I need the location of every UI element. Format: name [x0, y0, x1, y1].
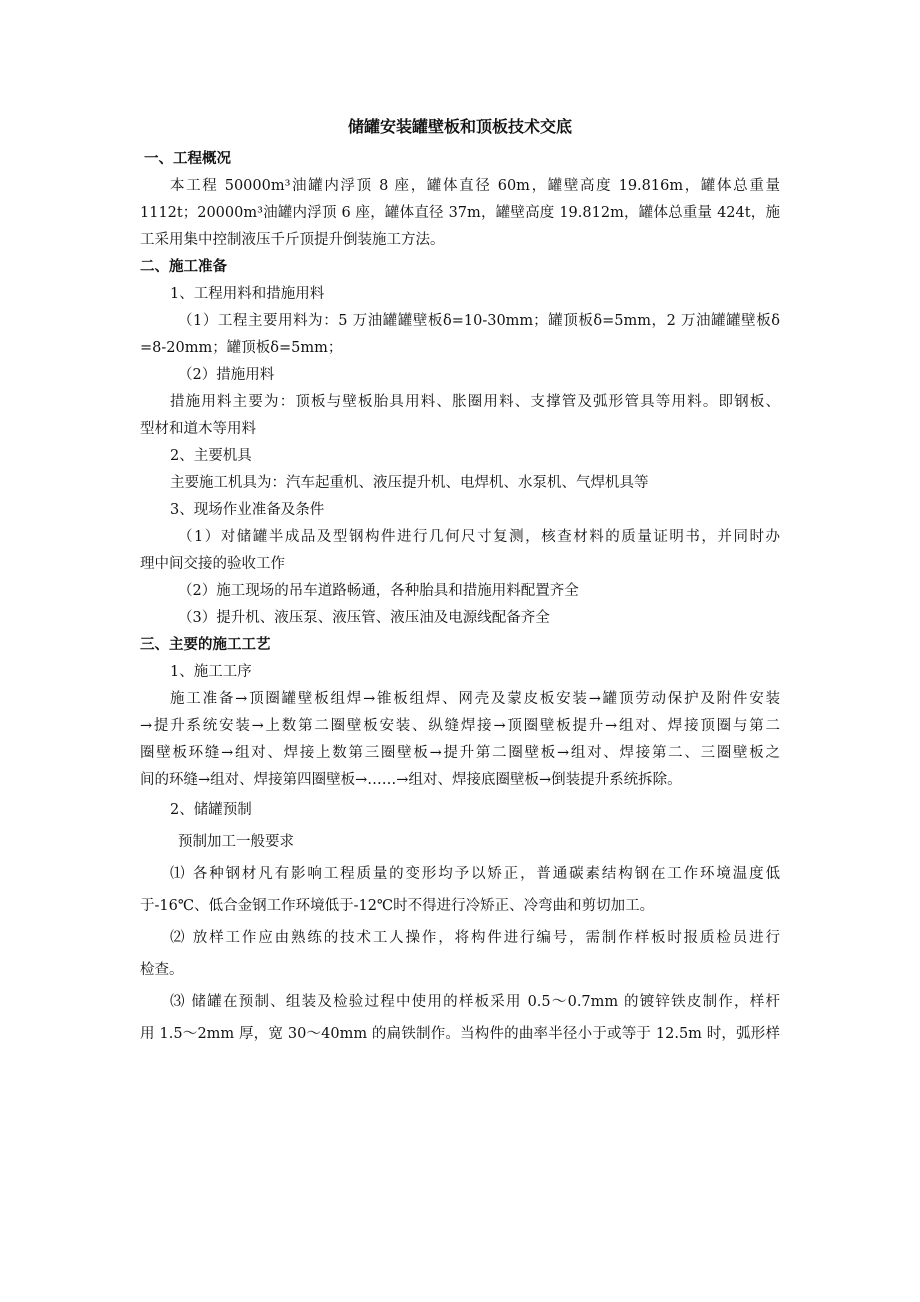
paragraph-line: 检查。	[140, 962, 184, 978]
paragraph-line: ⑴ 各种钢材凡有影响工程质量的变形均予以矫正，普通碳素结构钢在工作环境温度低	[170, 866, 780, 882]
paragraph-line: ⑶ 储罐在预制、组装及检验过程中使用的样板采用 0.5～0.7mm 的镀锌铁皮制作，样杆	[170, 994, 780, 1010]
subsection-item: （2）措施用料	[178, 367, 275, 383]
subsection-heading: 1、工程用料和措施用料	[170, 286, 325, 302]
paragraph-line: 主要施工机具为：汽车起重机、液压提升机、电焊机、水泵机、气焊机具等	[170, 475, 649, 491]
subsection-heading: 2、储罐预制	[170, 802, 252, 818]
paragraph-line: ⑵ 放样工作应由熟练的技术工人操作，将构件进行编号，需制作样板时报质检员进行	[170, 930, 780, 946]
paragraph-line: （1）对储罐半成品及型钢构件进行几何尺寸复测，核查材料的质量证明书，并同时办	[178, 529, 780, 545]
subsection-heading: 3、现场作业准备及条件	[170, 502, 325, 518]
section-heading-1: 一、工程概况	[144, 151, 231, 167]
paragraph-line: 措施用料主要为：顶板与壁板胎具用料、胀圈用料、支撑管及弧形管具等用料。即钢板、	[170, 394, 780, 410]
paragraph-line: 间的环缝→组对、焊接第四圈壁板→……→组对、焊接底圈壁板→倒装提升系统拆除。	[140, 772, 682, 788]
paragraph-line: 理中间交接的验收工作	[140, 556, 285, 572]
subsection-subheading: 预制加工一般要求	[178, 834, 294, 850]
paragraph-line: 本工程 50000m³油罐内浮顶 8 座，罐体直径 60m，罐壁高度 19.816m，罐体总重量	[170, 178, 780, 194]
list-item: （2）施工现场的吊车道路畅通，各种胎具和措施用料配置齐全	[178, 583, 579, 599]
subsection-heading: 2、主要机具	[170, 448, 252, 464]
section-heading-2: 二、施工准备	[140, 259, 227, 275]
document-title: 储罐安装罐壁板和顶板技术交底	[347, 117, 572, 136]
paragraph-line: =8-20mm；罐顶板δ=5mm；	[140, 340, 343, 356]
section-heading-3: 三、主要的施工工艺	[140, 637, 271, 653]
paragraph-line: （1）工程主要用料为：5 万油罐罐壁板δ=10-30mm；罐顶板δ=5mm，2 万油罐罐壁板δ	[178, 313, 780, 329]
paragraph-line: 工采用集中控制液压千斤顶提升倒装施工方法。	[140, 232, 445, 248]
paragraph-line: 型材和道木等用料	[140, 421, 256, 437]
paragraph-line: →提升系统安装→上数第二圈壁板安装、纵缝焊接→顶圈壁板提升→组对、焊接顶圈与第二	[140, 718, 780, 734]
list-item: （3）提升机、液压泵、液压管、液压油及电源线配备齐全	[178, 610, 550, 626]
paragraph-line: 用 1.5～2mm 厚，宽 30～40mm 的扁铁制作。当构件的曲率半径小于或等于 12.5m 时，弧形样	[140, 1026, 780, 1042]
subsection-heading: 1、施工工序	[170, 664, 252, 680]
paragraph-line: 1112t；20000m³油罐内浮顶 6 座，罐体直径 37m，罐壁高度 19.812m，罐体总重量 424t，施	[140, 205, 780, 221]
paragraph-line: 于-16℃、低合金钢工作环境低于-12℃时不得进行冷矫正、冷弯曲和剪切加工。	[140, 898, 655, 914]
paragraph-line: 圈壁板环缝→组对、焊接上数第三圈壁板→提升第二圈壁板→组对、焊接第二、三圈壁板之	[140, 745, 780, 761]
document-body	[140, 146, 780, 1050]
paragraph-line: 施工准备→顶圈罐壁板组焊→锥板组焊、网壳及蒙皮板安装→罐顶劳动保护及附件安装	[170, 691, 780, 707]
